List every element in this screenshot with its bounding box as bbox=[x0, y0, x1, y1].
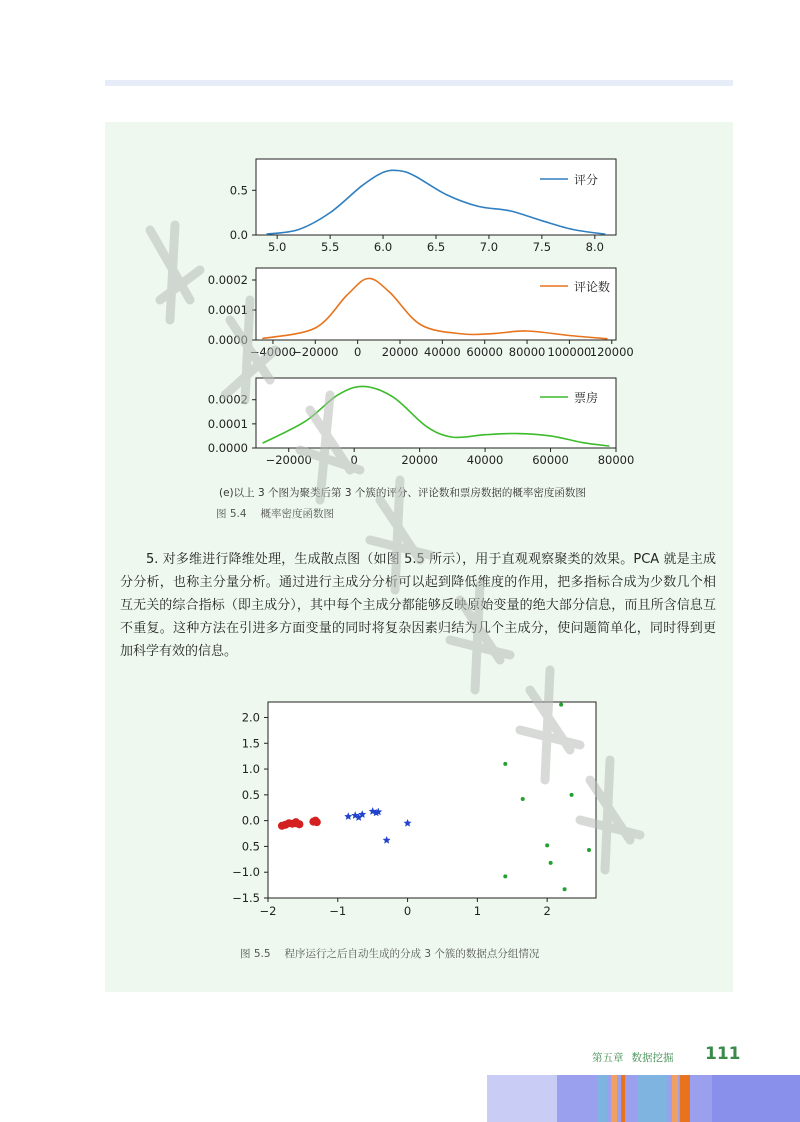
scatter-ytick-label: 0.0 bbox=[241, 813, 260, 828]
scatter-ytick-label: 0.5 bbox=[241, 839, 260, 854]
scatter-ytick-label: −1.0 bbox=[232, 865, 260, 880]
chart-comments-frame bbox=[256, 268, 616, 340]
scatter-ytick-label: 1.0 bbox=[241, 762, 260, 777]
scatter-xtick-label: 2 bbox=[543, 904, 551, 918]
scatter-point-cluster-red bbox=[311, 817, 319, 825]
xtick-label-boxoffice: −20000 bbox=[265, 453, 312, 467]
xtick-label-rating: 7.5 bbox=[532, 240, 552, 254]
scatter-ytick-label: −1.5 bbox=[232, 891, 260, 905]
scatter-xtick-label: −2 bbox=[259, 904, 277, 918]
ytick-label-rating: 0.5 bbox=[229, 183, 248, 198]
body-paragraph bbox=[120, 548, 716, 663]
scatter-frame bbox=[268, 702, 596, 898]
scatter-point-cluster-green bbox=[570, 793, 574, 797]
scatter-point-cluster-green bbox=[549, 861, 553, 865]
scatter-xtick-label: −1 bbox=[329, 904, 347, 918]
page-number: 111 bbox=[705, 1044, 741, 1064]
scatter-point-cluster-red bbox=[292, 818, 300, 826]
scatter-xtick-label: 1 bbox=[473, 904, 482, 918]
xtick-label-comments: 60000 bbox=[466, 345, 504, 359]
ytick-label-boxoffice: 0.0002 bbox=[207, 392, 248, 407]
ytick-label-comments: 0.0001 bbox=[207, 303, 248, 317]
xtick-label-rating: 8.0 bbox=[585, 240, 604, 254]
xtick-label-boxoffice: 0 bbox=[350, 453, 358, 467]
xtick-label-boxoffice: 40000 bbox=[466, 453, 504, 467]
xtick-label-rating: 6.5 bbox=[426, 240, 446, 254]
chart-rating-frame bbox=[256, 159, 616, 235]
figure-5-5-label: 图 5.5 bbox=[240, 948, 271, 960]
ytick-label-comments: 0.0002 bbox=[207, 273, 248, 287]
scatter-point-cluster-green bbox=[503, 874, 507, 878]
xtick-label-comments: 100000 bbox=[547, 345, 592, 359]
xtick-label-rating: 5.0 bbox=[268, 240, 287, 254]
legend-boxoffice-label: 票房 bbox=[574, 391, 599, 405]
xtick-label-rating: 7.0 bbox=[479, 240, 499, 254]
xtick-label-comments: 20000 bbox=[381, 345, 419, 359]
footer-section-label: 数据挖掘 bbox=[631, 1052, 674, 1064]
figure-5-4-title: 概率密度函数图 bbox=[260, 508, 335, 520]
footer-color-bar bbox=[487, 1075, 800, 1122]
figure-5-4-caption bbox=[216, 506, 334, 521]
xtick-label-comments: −40000 bbox=[249, 345, 297, 359]
scatter-point-cluster-green bbox=[563, 887, 567, 891]
figure-5-4-subcaption: (e)以上 3 个图为聚类后第 3 个簇的评分、评论数和票房数据的概率密度函数图 bbox=[219, 487, 586, 499]
paragraph-text: 5. 对多维进行降维处理，生成散点图（如图 5.5 所示），用于直观观察聚类的效果。PCA 就是主成分分析，也称主分量分析。通过进行主成分分析可以起到降低维度的作用，把多指标合成为少数几个相互无关的综合指标（即主成分），其中每个主成分都能够反映原始变量的绝大部分信息，而且所含信息互不重复。这种方法在引进多方面变量的同时将复杂因素归结为几个主成分，使问题简单化，同时得到更加科学有效的信息。 bbox=[120, 552, 716, 659]
xtick-label-rating: 5.5 bbox=[320, 240, 340, 254]
figure-5-5 bbox=[0, 690, 800, 930]
ytick-label-boxoffice: 0.0001 bbox=[207, 416, 248, 431]
xtick-label-boxoffice: 20000 bbox=[401, 453, 438, 467]
scatter-xtick-label: 0 bbox=[403, 904, 412, 918]
figure-5-4-label: 图 5.4 bbox=[216, 508, 247, 520]
figure-5-5-title: 程序运行之后自动生成的分成 3 个簇的数据点分组情况 bbox=[284, 948, 540, 960]
footer-chapter bbox=[592, 1050, 674, 1065]
xtick-label-comments: 0 bbox=[353, 345, 362, 359]
ytick-label-rating: 0.0 bbox=[229, 228, 248, 242]
scatter-point-cluster-green bbox=[545, 843, 549, 847]
xtick-label-boxoffice: 60000 bbox=[532, 453, 569, 467]
legend-comments-label: 评论数 bbox=[574, 280, 611, 294]
xtick-label-comments: 80000 bbox=[508, 345, 546, 359]
legend-rating-label: 评分 bbox=[574, 173, 599, 187]
xtick-label-boxoffice: 80000 bbox=[597, 453, 635, 467]
scatter-point-cluster-green bbox=[503, 762, 507, 766]
ytick-label-comments: 0.0000 bbox=[207, 333, 248, 347]
scatter-point-cluster-green bbox=[559, 703, 563, 707]
scatter-point-cluster-green bbox=[521, 797, 525, 801]
scatter-ytick-label: 0.5 bbox=[241, 787, 260, 802]
scatter-ytick-label: 2.0 bbox=[241, 710, 260, 725]
xtick-label-comments: 120000 bbox=[589, 345, 634, 359]
figure-5-5-caption bbox=[240, 946, 539, 961]
scatter-point-cluster-green bbox=[587, 848, 591, 852]
scatter-ytick-label: 1.5 bbox=[241, 736, 260, 751]
xtick-label-comments: −20000 bbox=[292, 345, 339, 359]
ytick-label-boxoffice: 0.0000 bbox=[207, 441, 248, 455]
xtick-label-comments: 40000 bbox=[424, 345, 461, 359]
footer-chapter-label: 第五章 bbox=[592, 1052, 624, 1064]
figure-5-4 bbox=[0, 0, 800, 480]
xtick-label-rating: 6.0 bbox=[373, 240, 393, 254]
